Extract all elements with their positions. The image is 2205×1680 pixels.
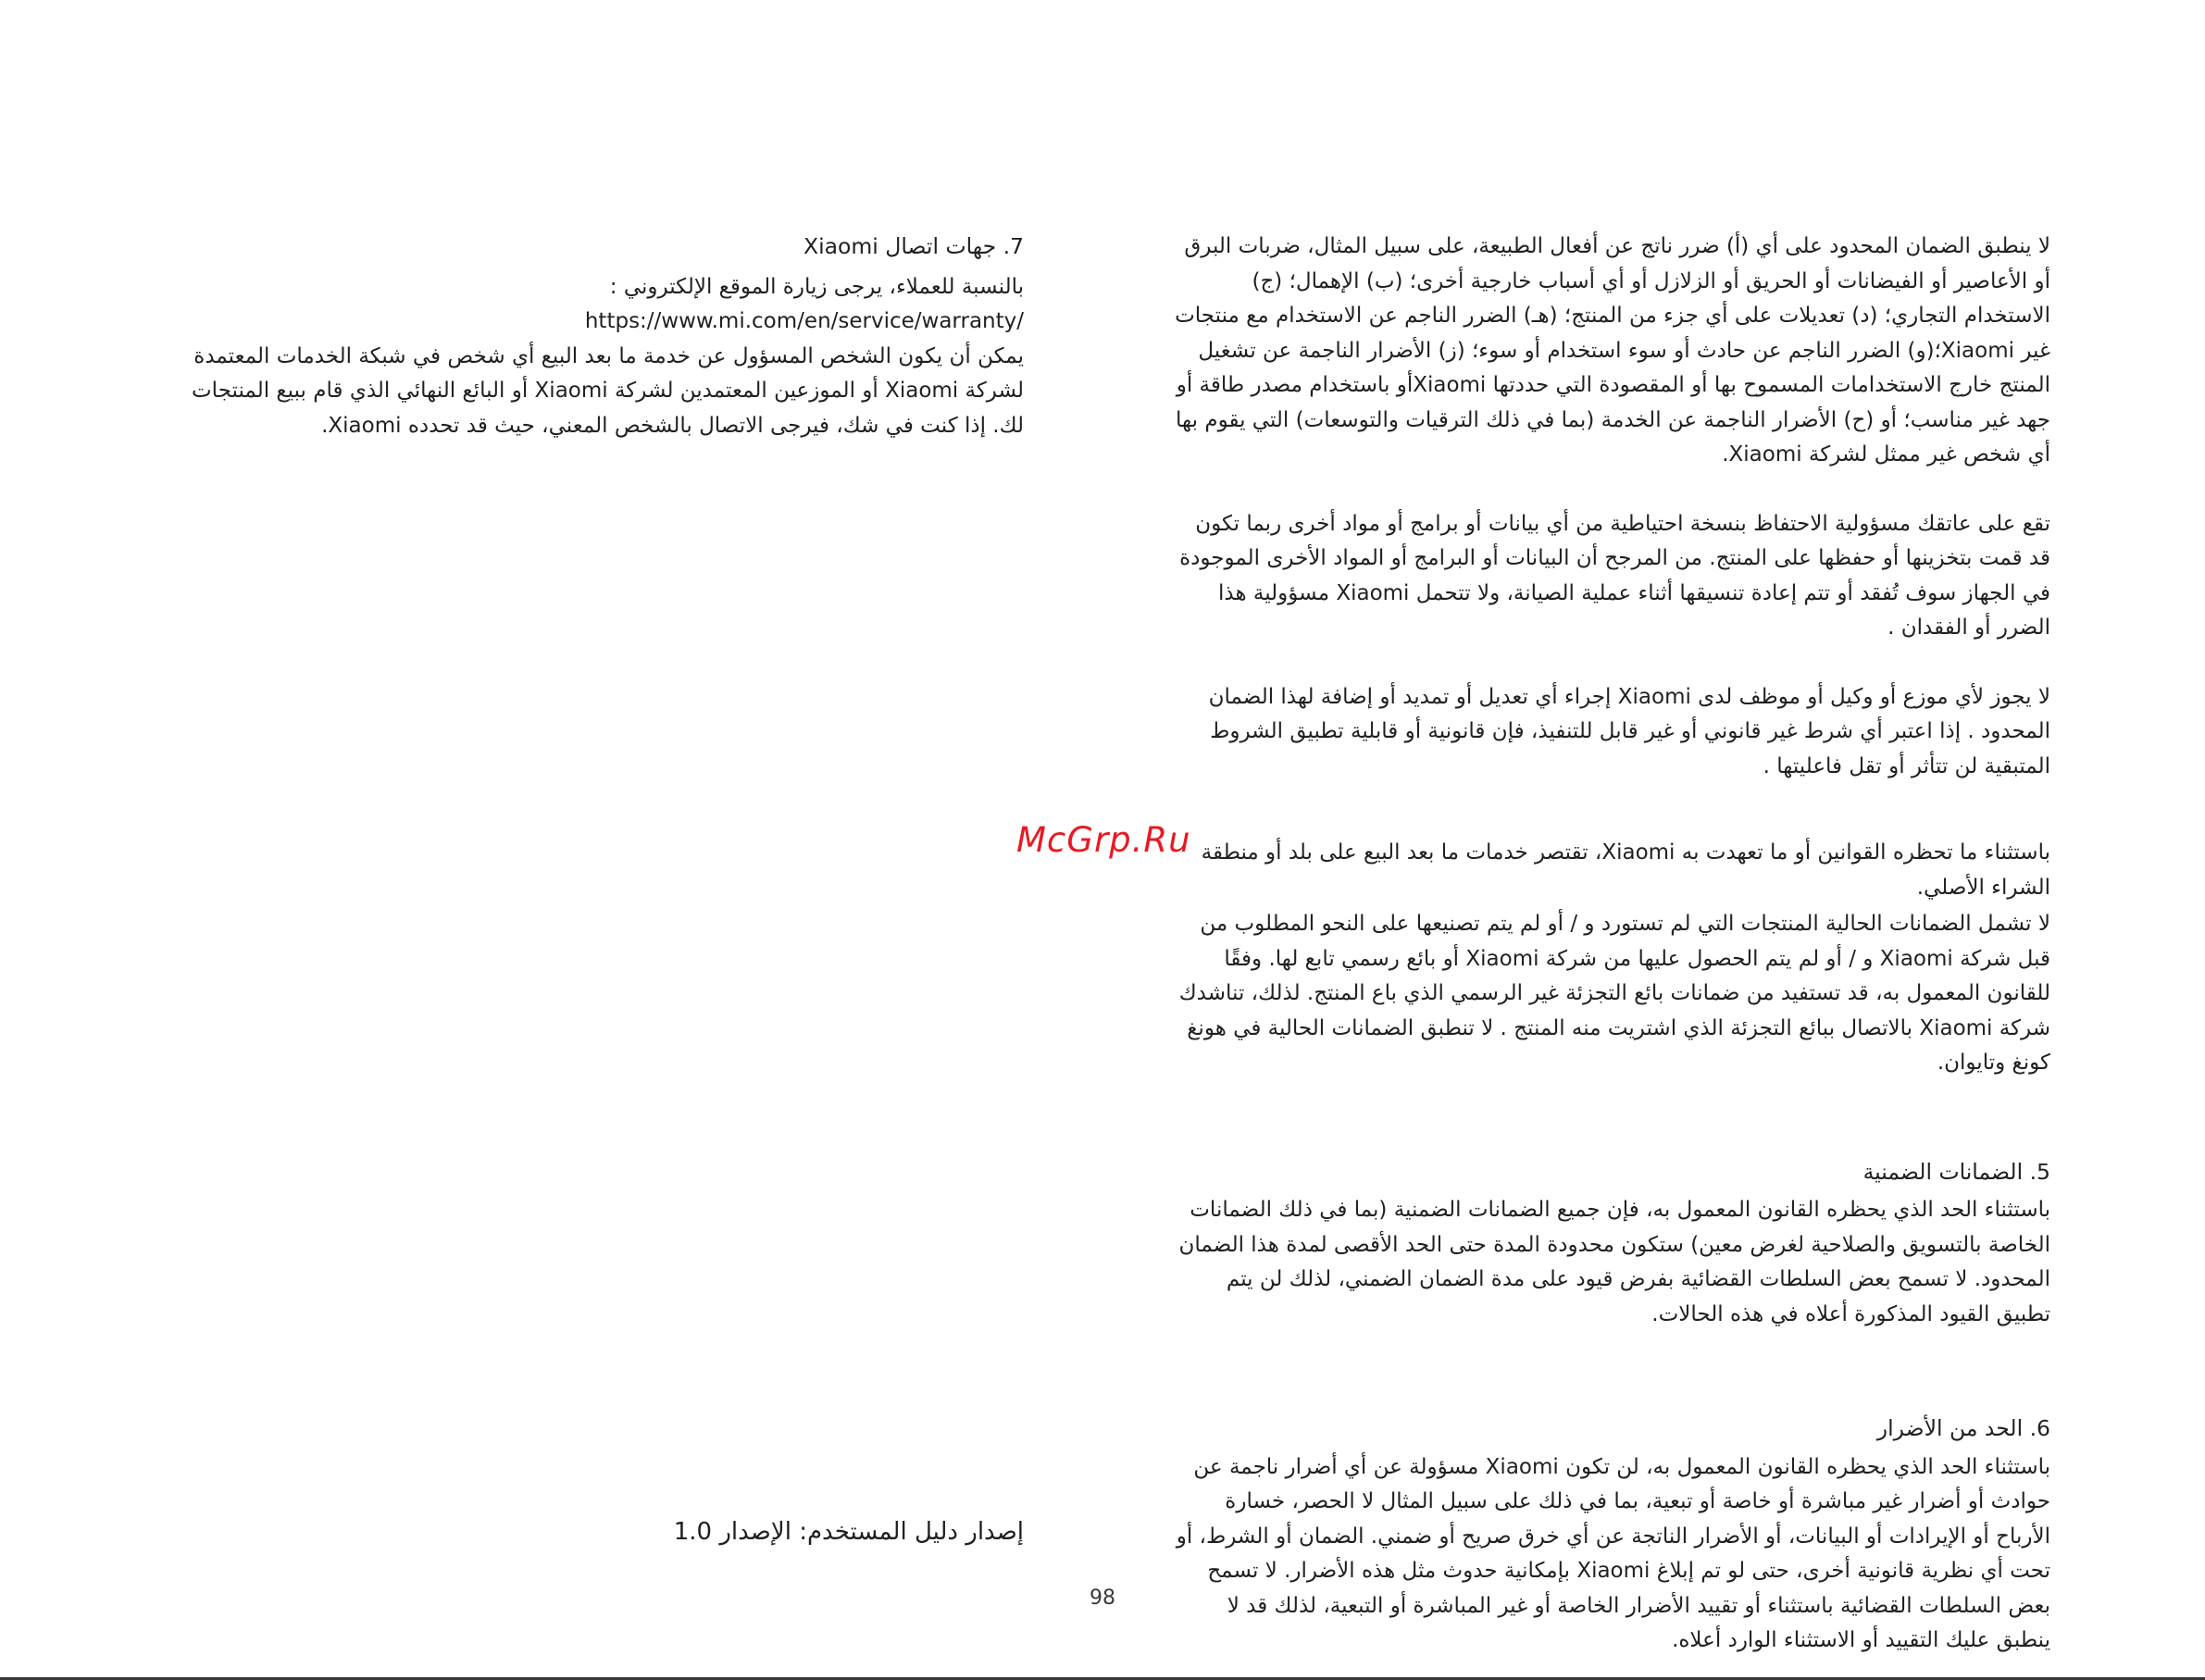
right-column xyxy=(1171,230,2050,1659)
paragraph-non-import: لا تشمل الضمانات الحالية المنتجات التي لم تستورد و / أو لم يتم تصنيعها على النحو المطلوب من قبل شركة Xiaomi و / أو لم يتم الحصول عليها من شركة Xiaomi أو بائع رسمي تابع لها. وفقًا للقانون المعمول به، قد تستفيد من ضمانات بائع التجزئة غير الرسمي الذي باع المنتج. لذلك، تناشدك شركة Xiaomi بالاتصال ببائع التجزئة الذي اشتريت منه المنتج . لا تنطبق الضمانات الحالية في هونغ كونغ وتايوان. xyxy=(1178,912,2050,1075)
paragraph-customers-visit: بالنسبة للعملاء، يرجى زيارة الموقع الإلكتروني : xyxy=(609,274,1024,299)
paragraph-backup: تقع على عاتقك مسؤولية الاحتفاظ بنسخة احتياطية من أي بيانات أو برامج أو مواد أخرى ربما تكون قد قمت بتخزينها أو حفظها على المنتج. من المرجح أن البيانات أو البرامج أو المواد الأخرى الموجودة في الجهاز سوف تُفقد أو تتم إعادة تنسيقها أثناء عملية الصيانة، ولا تتحمل Xiaomi مسؤولية هذا الضرر أو الفقدان . xyxy=(1179,511,2050,640)
spacer xyxy=(1171,1081,2050,1155)
paragraph-modifications: لا يجوز لأي موزع أو وكيل أو موظف لدى Xiaomi إجراء أي تعديل أو تمديد أو إضافة لهذا الضمان المحدود . إذا اعتبر أي شرط غير قانوني أو غير قابل للتنفيذ، فإن قانونية أو قابلية تطبيق الشروط المتبقية لن تتأثر أو تقل فاعليتها . xyxy=(1208,684,2050,778)
page-number: 98 xyxy=(1090,1587,1115,1610)
user-guide-version: إصدار دليل المستخدم: الإصدار 1.0 xyxy=(673,1518,1024,1546)
paragraph-implied-warranties: باستثناء الحد الذي يحظره القانون المعمول به، فإن جميع الضمانات الضمنية (بما في ذلك الضمانات الخاصة بالتسويق والصلاحية لغرض معين) ستكون محدودة المدة حتى الحد الأقصى لمدة هذا الضمان المحدود. لا تسمح بعض السلطات القضائية بفرض قيود على مدة الضمان الضمني، لذلك لن يتم تطبيق القيود المذكورة أعلاه في هذه الحالات. xyxy=(1178,1198,2050,1326)
spacer xyxy=(1171,784,2050,836)
paragraph-limitation-of-damages: باستثناء الحد الذي يحظره القانون المعمول به، لن تكون Xiaomi مسؤولة عن أي أضرار ناجمة عن حوادث أو أضرار غير مباشرة أو خاصة أو تبعية، بما في ذلك على سبيل المثال لا الحصر، خسارة الأرباح أو الإيرادات أو البيانات، أو الأضرار الناتجة عن أي خرق صريح أو ضمني. الضمان أو الشرط، أو تحت أي نظرية قانونية أخرى، حتى لو تم إبلاغ Xiaomi بإمكانية حدوث مثل هذه الأضرار. لا تسمح بعض السلطات القضائية باستثناء أو تقييد الأضرار الخاصة أو غير المباشرة أو التبعية، لذلك قد لا ينطبق عليك التقييد أو الاستثناء الوارد أعلاه. xyxy=(1176,1454,2050,1652)
heading-limitation-of-damages: 6. الحد من الأضرار xyxy=(1876,1415,2050,1441)
warranty-url[interactable]: https://www.mi.com/en/service/warranty/ xyxy=(584,309,1024,333)
paragraph-exclusions: لا ينطبق الضمان المحدود على أي (أ) ضرر ناتج عن أفعال الطبيعة، على سبيل المثال، ضربات البرق أو الأعاصير أو الفيضانات أو الحريق أو الزلازل أو أي أسباب خارجية أخرى؛ (ب) الإهمال؛ (ج) الاستخدام التجاري؛ (د) تعديلات على أي جزء من المنتج؛ (هـ) الضرر الناجم عن الاستخدام مع منتجات غير Xiaomi؛(و) الضرر الناجم عن حادث أو سوء استخدام أو سوء؛ (ز) الأضرار الناجمة عن تشغيل المنتج خارج الاستخدامات المسموح بها أو المقصودة التي حددتها Xiaomiأو باستخدام مصدر طاقة أو جهد غير مناسب؛ أو (ح) الأضرار الناجمة عن الخدمة (بما في ذلك الترقيات والتوسعات) التي يقوم بها أي شخص غير ممثل لشركة Xiaomi. xyxy=(1175,234,2050,467)
spacer xyxy=(1171,1332,2050,1412)
paragraph-service-person: يمكن أن يكون الشخص المسؤول عن خدمة ما بعد البيع أي شخص في شبكة الخدمات المعتمدة لشركة Xiaomi أو الموزعين المعتمدين لشركة Xiaomi أو البائع النهائي الذي قام ببيع المنتجات لك. إذا كنت في شك، فيرجى الاتصال بالشخص المعني، حيث قد تحدده Xiaomi. xyxy=(192,343,1024,438)
watermark: McGrp.Ru xyxy=(1016,820,1191,860)
heading-implied-warranties: 5. الضمانات الضمنية xyxy=(1862,1158,2050,1185)
heading-xiaomi-contacts: 7. جهات اتصال Xiaomi xyxy=(804,233,1024,259)
left-column xyxy=(172,230,1024,443)
paragraph-after-sales: باستثناء ما تحظره القوانين أو ما تعهدت به Xiaomi، تقتصر خدمات ما بعد البيع على بلد أو منطقة الشراء الأصلي. xyxy=(1201,840,2050,900)
spacer xyxy=(1171,646,2050,680)
spacer xyxy=(1171,473,2050,507)
